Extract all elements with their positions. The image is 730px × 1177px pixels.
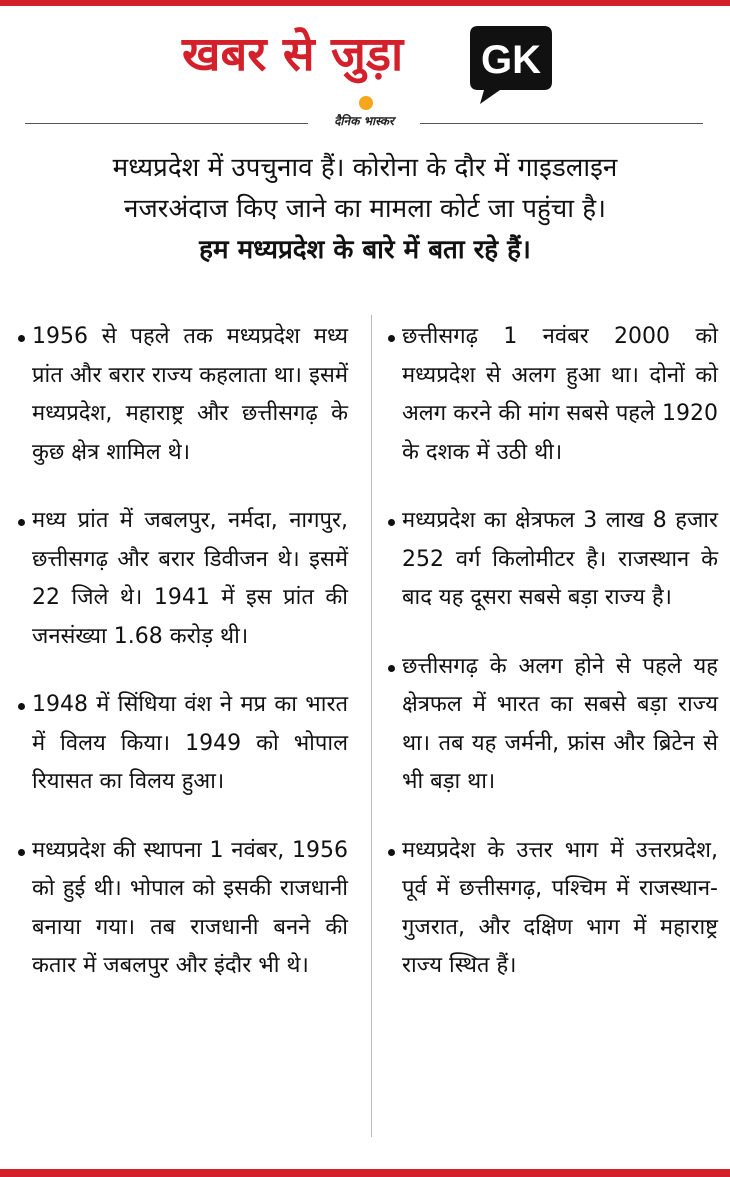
header-divider-right (420, 123, 703, 124)
fact-text: मध्य प्रांत में जबलपुर, नर्मदा, नागपुर, छत्तीसगढ़ और बरार डिवीजन थे। इसमें 22 जिले थे। 1941 में इस प्रांत की जनसंख्या 1.68 करोड़ थी। (32, 508, 348, 649)
column-separator (371, 315, 372, 1137)
intro-line-1: मध्यप्रदेश में उपचुनाव हैं। कोरोना के दौर में गाइडलाइन (112, 153, 618, 183)
fact-item (18, 502, 348, 656)
fact-item (388, 318, 718, 472)
bullet-icon (18, 519, 25, 526)
brand-dot-icon (359, 96, 373, 110)
bullet-icon (388, 519, 395, 526)
bullet-icon (18, 335, 25, 342)
fact-text: छत्तीसगढ़ 1 नवंबर 2000 को मध्यप्रदेश से अलग हुआ था। दोनों को अलग करने की मांग सबसे पहले 1920 के दशक में उठी थी। (402, 324, 718, 465)
fact-text: मध्यप्रदेश का क्षेत्रफल 3 लाख 8 हजार 252 वर्ग किलोमीटर है। राजस्थान के बाद यह दूसरा सबसे बड़ा राज्य है। (402, 508, 718, 610)
brand-logo (305, 94, 423, 134)
fact-text: 1948 में सिंधिया वंश ने मप्र का भारत में विलय किया। 1949 को भोपाल रियासत का विलय हुआ। (32, 692, 348, 794)
fact-item (388, 832, 718, 986)
bullet-icon (388, 665, 395, 672)
speech-bubble-icon (470, 26, 552, 104)
bullet-icon (388, 335, 395, 342)
intro-line-2: नजरअंदाज किए जाने का मामला कोर्ट जा पहुंचा है। (124, 194, 606, 224)
fact-item (388, 648, 718, 802)
gk-badge-text: GK (481, 38, 541, 82)
gk-badge (470, 26, 552, 104)
fact-text: मध्यप्रदेश की स्थापना 1 नवंबर, 1956 को हुई थी। भोपाल को इसकी राजधानी बनाया गया। तब राजधानी बनने की कतार में जबलपुर और इंदौर भी थे। (32, 837, 348, 978)
fact-item (18, 318, 348, 472)
header-title: खबर से जुड़ा (182, 27, 404, 82)
fact-item (18, 686, 348, 802)
bullet-icon (18, 703, 25, 710)
fact-item (388, 502, 718, 618)
top-accent-bar (0, 0, 730, 6)
left-column (18, 318, 348, 986)
fact-text: छत्तीसगढ़ के अलग होने से पहले यह क्षेत्रफल में भारत का सबसे बड़ा राज्य था। तब यह जर्मनी, फ्रांस और ब्रिटेन से भी बड़ा था। (402, 653, 718, 794)
bullet-icon (388, 849, 395, 856)
fact-text: 1956 से पहले तक मध्यप्रदेश मध्य प्रांत और बरार राज्य कहलाता था। इसमें मध्यप्रदेश, महाराष्ट्र और छत्तीसगढ़ के कुछ क्षेत्र शामिल थे। (32, 324, 348, 465)
intro-text (20, 148, 710, 271)
fact-text: मध्यप्रदेश के उत्तर भाग में उत्तरप्रदेश, पूर्व में छत्तीसगढ़, पश्चिम में राजस्थान-गुजरात, और दक्षिण भाग में महाराष्ट्र राज्य स्थित हैं। (402, 837, 718, 978)
bottom-accent-bar (0, 1169, 730, 1177)
header-divider-left (25, 123, 308, 124)
bullet-icon (18, 849, 25, 856)
brand-name: दैनिक भास्कर (334, 114, 394, 128)
right-column (388, 318, 718, 986)
fact-item (18, 832, 348, 986)
intro-line-3: हम मध्यप्रदेश के बारे में बता रहे हैं। (199, 235, 531, 265)
